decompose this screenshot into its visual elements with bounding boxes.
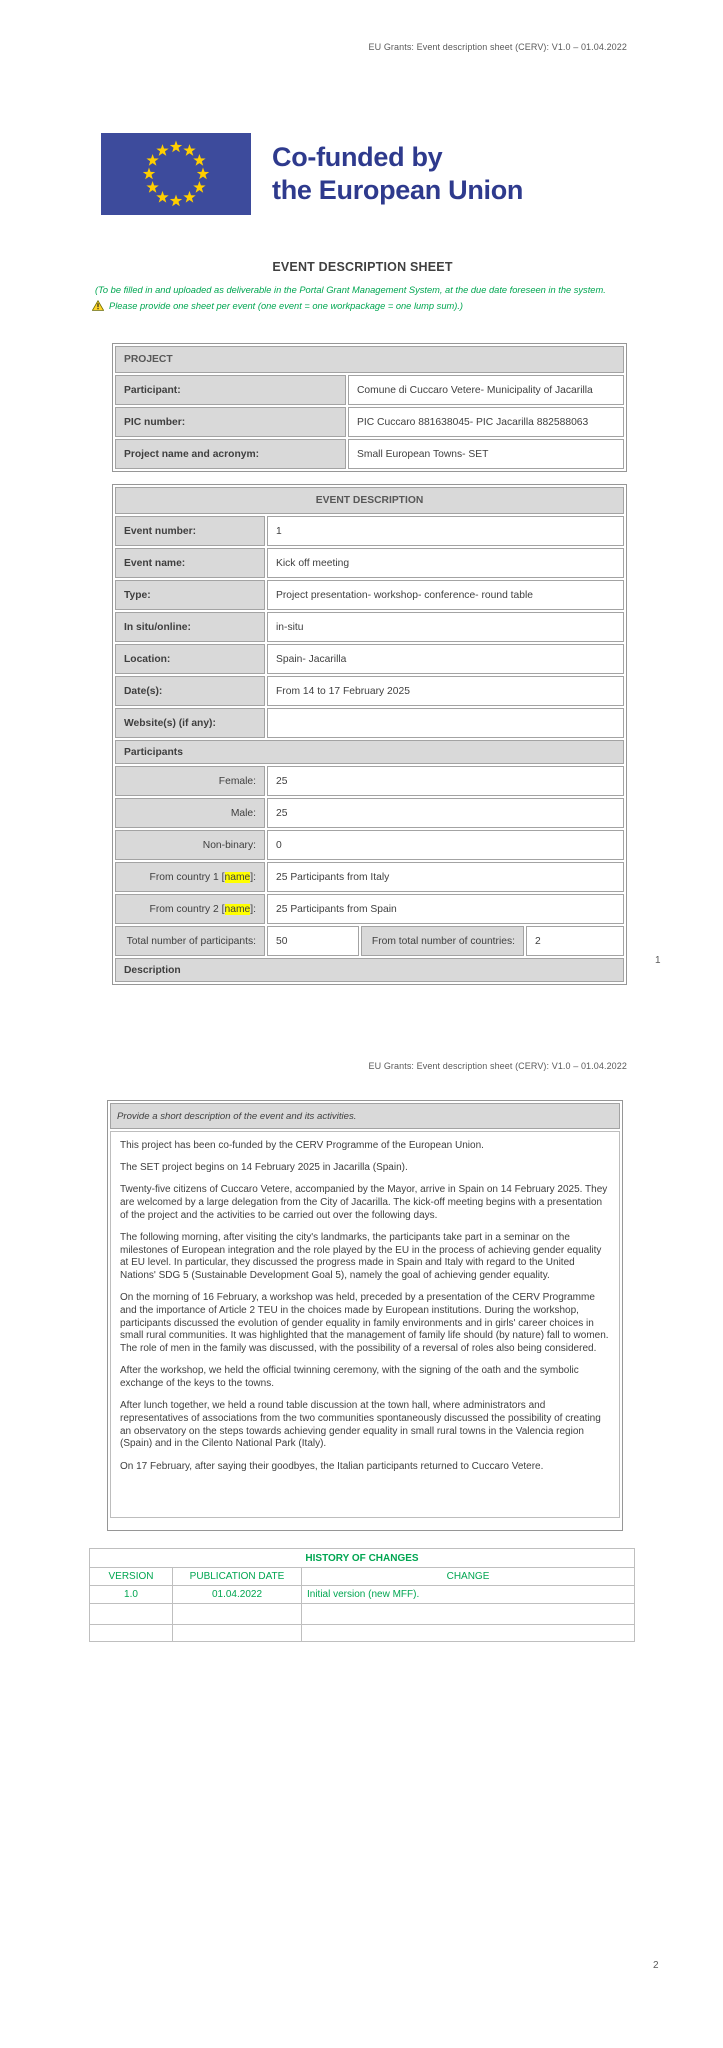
history-column-version: VERSION xyxy=(90,1568,173,1586)
row-value: in-situ xyxy=(267,612,624,642)
participant-row xyxy=(115,830,624,860)
history-empty-cell xyxy=(173,1604,302,1625)
project-table-header: PROJECT xyxy=(115,346,624,373)
description-section-header: Description xyxy=(115,958,624,982)
country-label-prefix: From country 2 [ xyxy=(149,903,225,915)
eu-logo-line2: the European Union xyxy=(272,175,524,205)
row-label: Event number: xyxy=(115,516,265,546)
table-row xyxy=(115,548,624,578)
history-empty-row xyxy=(90,1625,635,1642)
row-value: Spain- Jacarilla xyxy=(267,644,624,674)
description-paragraph: On the morning of 16 February, a workshop was held, preceded by a presentation of the CERV Programme and the importance of Article 2 TEU in the choices made by European institutions. During the workshop, participants discussed the evolution of gender equality in family environments and in girls' career choices in small rural communities. It was highlighted that the management of family life should (by nature) fall to women. The role of men in the family was discussed, with the possibility of a reversal of roles also being considered. xyxy=(120,1292,609,1355)
row-label: PIC number: xyxy=(115,407,346,437)
description-paragraph: Twenty-five citizens of Cuccaro Vetere, accompanied by the Mayor, arrive in Spain on 14 February 2025. They are welcomed by a large delegation from the City of Jacarilla. The kick-off meeting begins with a presentation of the project and the activities to be carried out over the following days. xyxy=(120,1184,608,1221)
history-empty-cell xyxy=(302,1604,635,1625)
history-data-row xyxy=(90,1586,635,1604)
eu-flag-icon xyxy=(101,133,251,215)
description-paragraph: After the workshop, we held the official twinning ceremony, with the signing of the oath and the symbolic exchange of the keys to the towns. xyxy=(120,1365,579,1390)
row-value: 25 Participants from Italy xyxy=(267,862,624,892)
row-label: Female: xyxy=(115,766,265,796)
table-row xyxy=(115,644,624,674)
table-row xyxy=(115,407,624,437)
event-table-header: EVENT DESCRIPTION xyxy=(115,487,624,514)
event-description-box xyxy=(107,1100,623,1531)
history-empty-cell xyxy=(90,1604,173,1625)
description-body xyxy=(110,1131,620,1518)
row-label: Location: xyxy=(115,644,265,674)
row-label xyxy=(115,894,265,924)
row-value: Kick off meeting xyxy=(267,548,624,578)
history-title: HISTORY OF CHANGES xyxy=(90,1549,635,1568)
row-value: 25 xyxy=(267,766,624,796)
row-value: 1 xyxy=(267,516,624,546)
project-table xyxy=(112,343,627,472)
note-one-sheet-per-event xyxy=(92,300,463,311)
row-value: PIC Cuccaro 881638045- PIC Jacarilla 882588063 xyxy=(348,407,624,437)
table-row xyxy=(115,580,624,610)
country-name-highlight: name xyxy=(224,871,251,883)
page-number-1: 1 xyxy=(655,955,661,966)
history-empty-cell xyxy=(302,1625,635,1642)
row-label: Date(s): xyxy=(115,676,265,706)
country-name-highlight: name xyxy=(224,903,251,915)
row-value: Small European Towns- SET xyxy=(348,439,624,469)
history-column-change: CHANGE xyxy=(302,1568,635,1586)
description-paragraph: The SET project begins on 14 February 2025 in Jacarilla (Spain). xyxy=(120,1162,408,1174)
note-one-sheet-text: Please provide one sheet per event (one event = one workpackage = one lump sum).) xyxy=(109,300,464,311)
row-label: Male: xyxy=(115,798,265,828)
total-countries-label: From total number of countries: xyxy=(361,926,524,956)
event-description-table xyxy=(112,484,627,985)
row-value: 25 Participants from Spain xyxy=(267,894,624,924)
table-row xyxy=(115,612,624,642)
history-change: Initial version (new MFF). xyxy=(302,1586,635,1604)
row-label: Event name: xyxy=(115,548,265,578)
row-value: Comune di Cuccaro Vetere- Municipality of Jacarilla xyxy=(348,375,624,405)
table-row xyxy=(115,708,624,738)
note-fill-instruction: (To be filled in and uploaded as deliverable in the Portal Grant Management System, at the due date foreseen in the system. xyxy=(95,285,606,295)
totals-row xyxy=(115,926,624,956)
history-empty-cell xyxy=(173,1625,302,1642)
row-label xyxy=(115,862,265,892)
description-paragraph: The following morning, after visiting the city's landmarks, the participants take part in a seminar on the milestones of European integration and the role played by the EU in the process of achieving gender equality at EU level. In particular, they discussed the progress made in Spain and Italy with regard to the United Nations' SDG 5 (Sustainable Development Goal 5), namely the goal of achieving gender equality. xyxy=(120,1232,602,1282)
table-row xyxy=(115,439,624,469)
country-label-suffix: ]: xyxy=(250,871,256,883)
participants-section-header: Participants xyxy=(115,740,624,764)
row-label: Type: xyxy=(115,580,265,610)
history-header-row xyxy=(90,1568,635,1586)
row-value: Project presentation- workshop- conference- round table xyxy=(267,580,624,610)
country-label-suffix: ]: xyxy=(250,903,256,915)
document-title: EVENT DESCRIPTION SHEET xyxy=(272,260,453,274)
eu-cofunded-logo xyxy=(101,133,523,215)
row-label: Participant: xyxy=(115,375,346,405)
row-label: Non-binary: xyxy=(115,830,265,860)
participant-row xyxy=(115,862,624,892)
page1-running-header: EU Grants: Event description sheet (CERV): V1.0 – 01.04.2022 xyxy=(368,42,627,52)
row-label: Website(s) (if any): xyxy=(115,708,265,738)
total-countries-value: 2 xyxy=(526,926,624,956)
description-paragraph: After lunch together, we held a round table discussion at the town hall, where administrators and representatives of associations from the two communities spontaneously discussed the possibility of creating an observatory on the steps towards achieving gender equality in small rural towns in the Valencia region (Spain) and in the Cilento National Park (Italy). xyxy=(120,1400,601,1450)
total-participants-label: Total number of participants: xyxy=(115,926,265,956)
history-publication-date: 01.04.2022 xyxy=(173,1586,302,1604)
history-empty-row xyxy=(90,1604,635,1625)
description-paragraph: This project has been co-funded by the CERV Programme of the European Union. xyxy=(120,1140,484,1151)
history-column-publication-date: PUBLICATION DATE xyxy=(173,1568,302,1586)
page-number-2: 2 xyxy=(653,1960,659,1971)
row-value: 25 xyxy=(267,798,624,828)
total-participants-value: 50 xyxy=(267,926,359,956)
history-empty-cell xyxy=(90,1625,173,1642)
eu-logo-line1: Co-funded by xyxy=(272,142,443,172)
row-value: From 14 to 17 February 2025 xyxy=(267,676,624,706)
description-paragraph: On 17 February, after saying their goodbyes, the Italian participants returned to Cuccaro Vetere. xyxy=(120,1460,544,1472)
table-row xyxy=(115,676,624,706)
row-value xyxy=(267,708,624,738)
row-label: Project name and acronym: xyxy=(115,439,346,469)
participant-row xyxy=(115,894,624,924)
participant-row xyxy=(115,766,624,796)
table-row xyxy=(115,375,624,405)
table-row xyxy=(115,516,624,546)
page2-running-header: EU Grants: Event description sheet (CERV): V1.0 – 01.04.2022 xyxy=(368,1061,627,1071)
eu-logo-text xyxy=(272,141,523,207)
row-label: In situ/online: xyxy=(115,612,265,642)
warning-icon xyxy=(92,300,104,311)
description-prompt: Provide a short description of the event and its activities. xyxy=(110,1103,620,1129)
history-of-changes-table xyxy=(89,1548,635,1642)
participant-row xyxy=(115,798,624,828)
country-label-prefix: From country 1 [ xyxy=(149,871,225,883)
history-version: 1.0 xyxy=(90,1586,173,1604)
row-value: 0 xyxy=(267,830,624,860)
